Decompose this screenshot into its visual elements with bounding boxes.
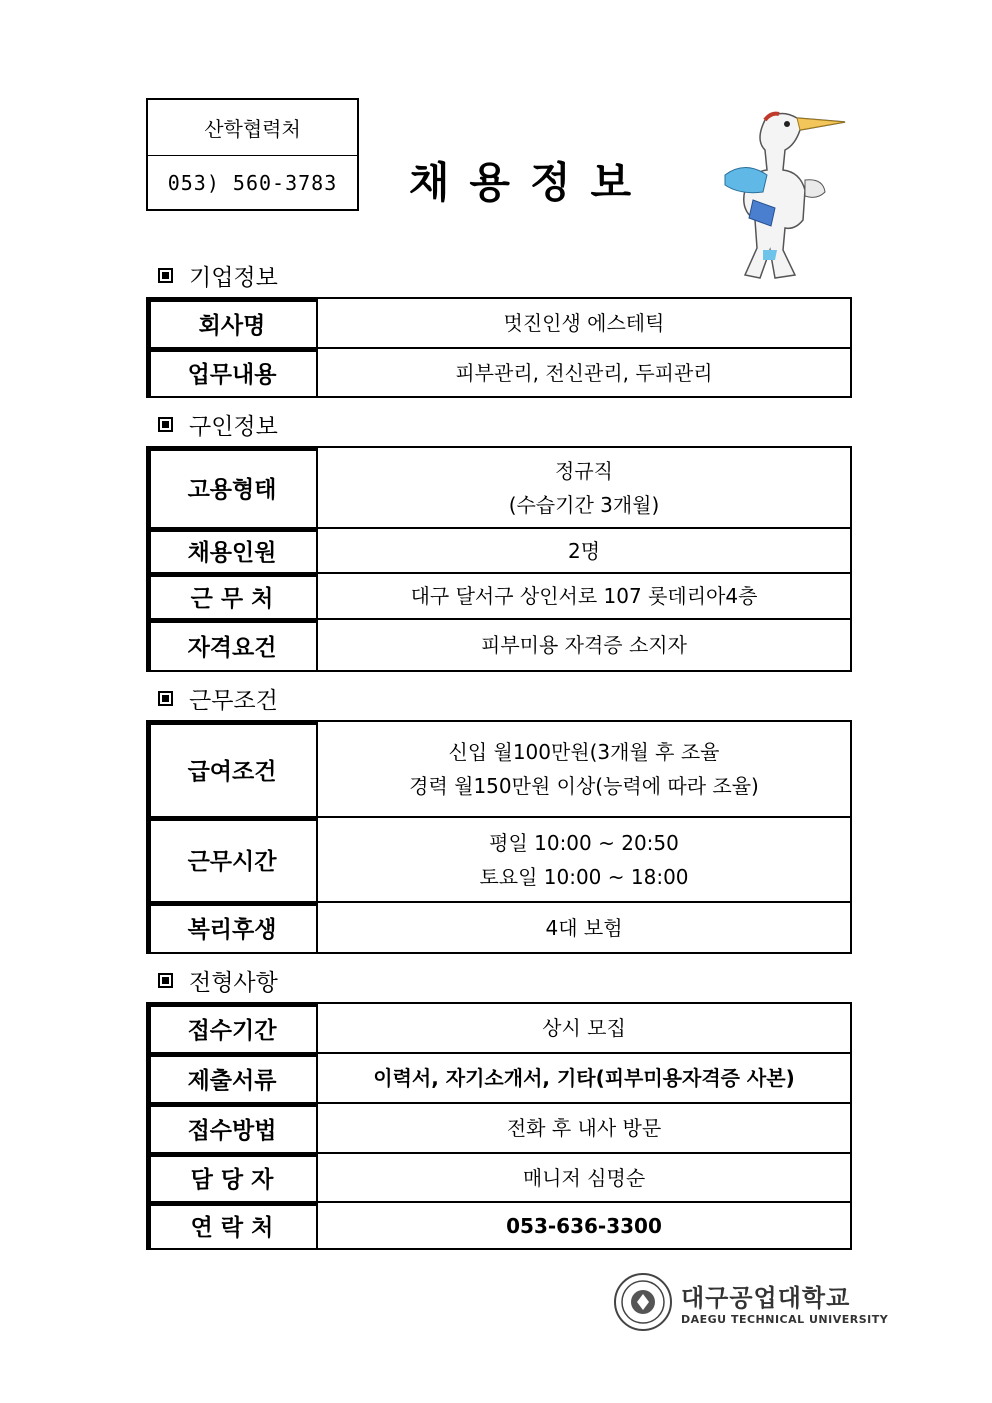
row-label: 회사명	[147, 298, 317, 348]
square-bullet-icon	[158, 973, 173, 988]
row-label: 채용인원	[147, 528, 317, 573]
row-label: 연 락 처	[147, 1202, 317, 1249]
table-row	[147, 573, 851, 619]
section-heading-text: 기업정보	[189, 265, 278, 291]
value-line: 신입 월100만원(3개월 후 조율	[448, 740, 720, 764]
row-value: 매니저 심명순	[317, 1153, 851, 1202]
table-row	[147, 1053, 851, 1103]
row-value	[317, 447, 851, 528]
row-value	[317, 721, 851, 817]
row-value: 피부미용 자격증 소지자	[317, 619, 851, 671]
row-label: 제출서류	[147, 1053, 317, 1103]
contact-label: 산학협력처	[148, 100, 357, 156]
table-row	[147, 1153, 851, 1202]
table-row	[147, 298, 851, 348]
value-line: (수습기간 3개월)	[508, 492, 660, 517]
row-value: 053-636-3300	[317, 1202, 851, 1249]
section-heading-selection	[158, 964, 278, 997]
table-row	[147, 721, 851, 817]
table-row	[147, 528, 851, 573]
table-row	[147, 619, 851, 671]
square-bullet-icon	[158, 268, 173, 283]
table-row	[147, 1202, 851, 1249]
section-heading-job	[158, 408, 278, 441]
row-value: 전화 후 내사 방문	[317, 1103, 851, 1153]
row-label: 급여조건	[147, 721, 317, 817]
selection-info-table	[146, 1002, 852, 1250]
value-line: 평일 10:00 ~ 20:50	[489, 830, 679, 855]
row-label: 복리후생	[147, 902, 317, 953]
row-value: 상시 모집	[317, 1003, 851, 1053]
section-heading-conditions	[158, 682, 278, 715]
row-label: 근무시간	[147, 817, 317, 902]
row-label: 고용형태	[147, 447, 317, 528]
university-name-english: DAEGU TECHNICAL UNIVERSITY	[681, 1313, 889, 1326]
value-line: 경력 월150만원 이상(능력에 따라 조율)	[409, 774, 759, 798]
row-label: 자격요건	[147, 619, 317, 671]
row-label: 담 당 자	[147, 1153, 317, 1202]
table-row	[147, 447, 851, 528]
row-label: 근 무 처	[147, 573, 317, 619]
university-seal-icon	[613, 1272, 673, 1332]
section-heading-text: 전형사항	[189, 970, 278, 996]
table-row	[147, 1003, 851, 1053]
value-line: 정규직	[555, 458, 613, 483]
section-heading-text: 구인정보	[189, 414, 278, 440]
table-row	[147, 348, 851, 397]
mascot-crane-illustration	[705, 100, 855, 290]
contact-phone: 053) 560-3783	[167, 170, 338, 195]
square-bullet-icon	[158, 691, 173, 706]
conditions-info-table	[146, 720, 852, 954]
row-value: 멋진인생 에스테틱	[317, 298, 851, 348]
table-row	[147, 817, 851, 902]
university-name-korean: 대구공업대학교	[681, 1284, 851, 1312]
square-bullet-icon	[158, 417, 173, 432]
section-heading-company	[158, 259, 278, 292]
row-value: 2명	[317, 528, 851, 573]
row-value: 4대 보험	[317, 902, 851, 953]
table-row	[147, 1103, 851, 1153]
row-value: 이력서, 자기소개서, 기타(피부미용자격증 사본)	[317, 1053, 851, 1103]
value-line: 토요일 10:00 ~ 18:00	[479, 864, 689, 889]
row-value: 피부관리, 전신관리, 두피관리	[317, 348, 851, 397]
row-label: 접수기간	[147, 1003, 317, 1053]
job-info-table	[146, 446, 852, 672]
university-logo	[613, 1272, 888, 1332]
page-title: 채용정보	[408, 158, 652, 207]
row-label: 업무내용	[147, 348, 317, 397]
company-info-table	[146, 297, 852, 398]
row-value: 대구 달서구 상인서로 107 롯데리아4층	[317, 573, 851, 619]
table-row	[147, 902, 851, 953]
section-heading-text: 근무조건	[189, 688, 278, 714]
contact-box	[146, 98, 359, 211]
row-label: 접수방법	[147, 1103, 317, 1153]
row-value	[317, 817, 851, 902]
